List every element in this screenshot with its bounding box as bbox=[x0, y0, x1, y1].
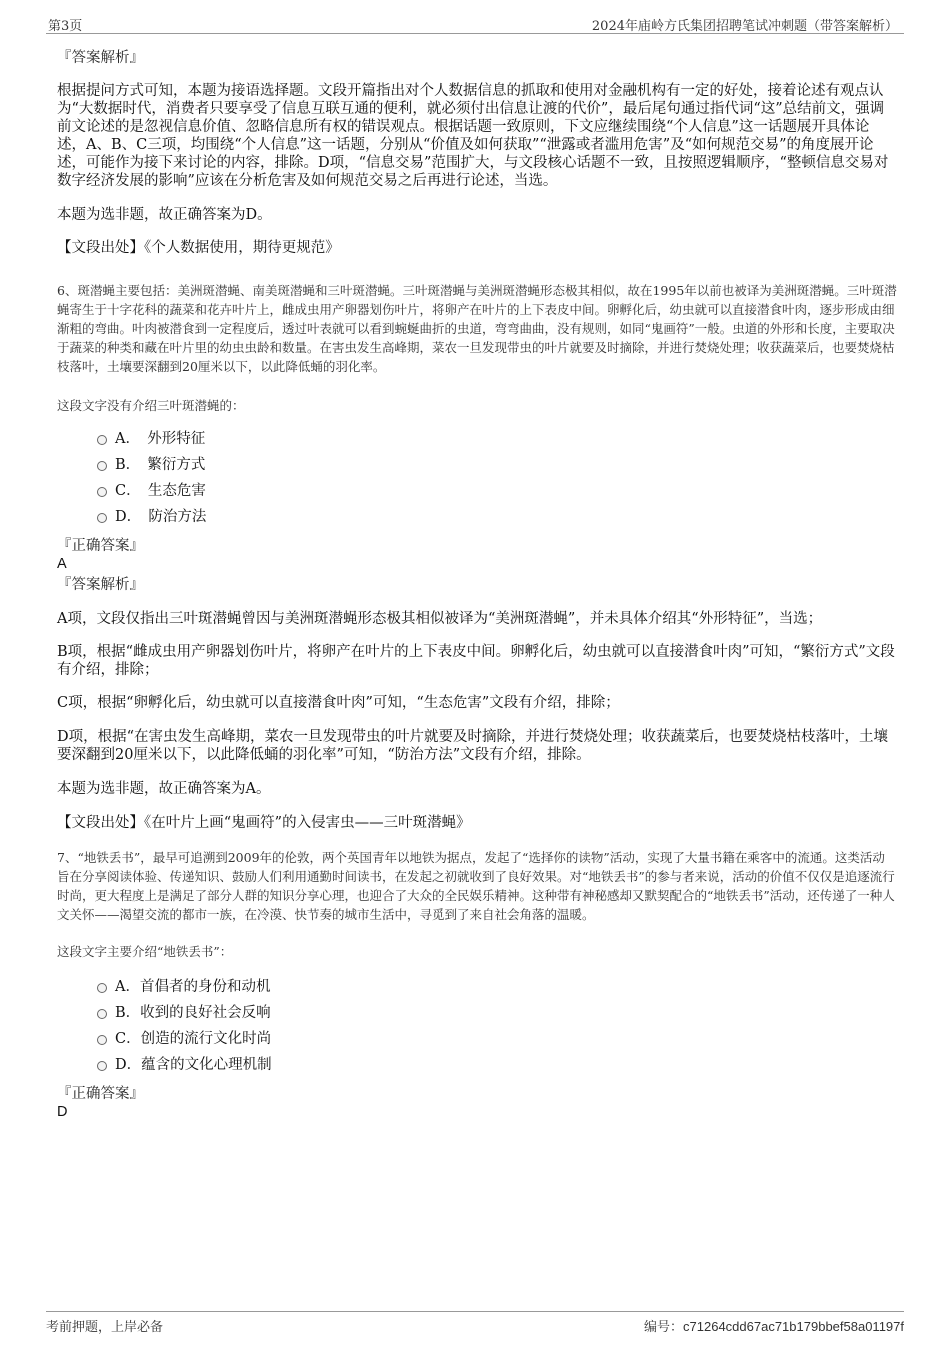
q7-passage: 7、“地铁丢书”，最早可追溯到2009年的伦敦，两个英国青年以地铁为据点，发起了“选择你的读物”活动，实现了大量书籍在乘客中的流通。这类活动旨在分享阅读体验、传递知识、鼓励人们利用通勤时间读书，在发起之初就收到了良好效果。对“地铁丢书”的参与者来说，活动的价值不仅仅是追逐流行时尚，更大程度上是满足了部分人群的知识分享心理，也迎合了大众的全民娱乐精神。这种带有神秘感却又默契配合的“地铁丢书”活动，还传递了一种人文关怀——渴望交流的都市一族，在冷漠、快节奏的城市生活中，寻觅到了来自社会角落的温暖。 bbox=[57, 850, 895, 922]
q6-option-b[interactable] bbox=[97, 456, 205, 474]
q7-option-c[interactable] bbox=[97, 1030, 271, 1048]
q7-correct-tag: 『正确答案』 bbox=[57, 1086, 144, 1102]
q5-source: 【文段出处】《个人数据使用，期待更规范》 bbox=[57, 240, 340, 256]
code-label: 编号： bbox=[644, 1320, 684, 1335]
q6-source: 【文段出处】《在叶片上画“鬼画符”的入侵害虫——三叶斑潜蝇》 bbox=[57, 815, 471, 831]
q6-option-c[interactable] bbox=[97, 482, 206, 500]
option-label: B． 繁衍方式 bbox=[115, 457, 206, 473]
option-label: D． 防治方法 bbox=[115, 509, 207, 525]
radio-icon[interactable] bbox=[97, 1061, 107, 1071]
option-label: D．蕴含的文化心理机制 bbox=[115, 1057, 272, 1073]
radio-icon[interactable] bbox=[97, 1009, 107, 1019]
option-label: A． 外形特征 bbox=[115, 431, 206, 447]
page-header bbox=[46, 13, 904, 34]
q7-option-d[interactable] bbox=[97, 1056, 272, 1074]
option-label: C．创造的流行文化时尚 bbox=[115, 1031, 272, 1047]
q6-analysis-b: B项，根据“雌成虫用产卵器划伤叶片，将卵产在叶片的上下表皮中间。卵孵化后，幼虫就可以直接潜食叶肉”可知，“繁衍方式”文段有介绍，排除； bbox=[57, 644, 895, 678]
code-value: c71264cdd67ac71b179bbef58a01197f bbox=[683, 1319, 904, 1334]
radio-icon[interactable] bbox=[97, 1035, 107, 1045]
footer-slogan: 考前押题，上岸必备 bbox=[46, 1320, 164, 1335]
q5-conclusion: 本题为选非题，故正确答案为D。 bbox=[57, 207, 272, 223]
q6-passage: 6、斑潜蝇主要包括：美洲斑潜蝇、南美斑潜蝇和三叶斑潜蝇。三叶斑潜蝇与美洲斑潜蝇形态极其相似，故在1995年以前也被译为美洲斑潜蝇。三叶斑潜蝇寄生于十字花科的蔬菜和花卉叶片上，雌成虫用产卵器划伤叶片，将卵产在叶片的上下表皮中间。卵孵化后，幼虫就可以直接潜食叶肉，逐步形成由细渐粗的弯曲。叶肉被潜食到一定程度后，透过叶表就可以看到蜿蜒曲折的虫道，弯弯曲曲，没有规则，如同“鬼画符”一般。虫道的外形和长度，主要取决于蔬菜的种类和藏在叶片里的幼虫虫龄和数量。在害虫发生高峰期，菜农一旦发现带虫的叶片就要及时摘除，并进行焚烧处理；收获蔬菜后，也要焚烧枯枝落叶，土壤要深翻到20厘米以下，以此降低蛹的羽化率。 bbox=[57, 283, 897, 374]
q6-analysis-a: A项，文段仅指出三叶斑潜蝇曾因与美洲斑潜蝇形态极其相似被译为“美洲斑潜蝇”，并未具体介绍其“外形特征”，当选； bbox=[57, 611, 823, 627]
radio-icon[interactable] bbox=[97, 487, 107, 497]
option-label: B．收到的良好社会反响 bbox=[115, 1005, 271, 1021]
document-title: 2024年庙岭方氏集团招聘笔试冲刺题（带答案解析） bbox=[591, 19, 898, 34]
q6-correct-tag: 『正确答案』 bbox=[57, 538, 144, 554]
q5-analysis: 根据提问方式可知，本题为接语选择题。文段开篇指出对个人数据信息的抓取和使用对金融机构有一定的好处，接着论述有观点认为“大数据时代，消费者只要享受了信息互联互通的便利，就必须付出信息让渡的代价”，最后尾句通过指代词“这”总结前文，强调前文论述的是忽视信息价值、忽略信息所有权的错误观点。根据话题一致原则，下文应继续围绕“个人信息”这一话题展开具体论述，A、B、C三项，均围绕“个人信息”这一话题，分别从“价值及如何获取”“泄露或者滥用危害”及“如何规范交易”的角度展开论述，可能作为接下来讨论的内容，排除。D项，“信息交易”范围扩大，与文段核心话题不一致，且按照逻辑顺序，“整顿信息交易对数字经济发展的影响”应该在分析危害及如何规范交易之后再进行论述，当选。 bbox=[57, 83, 889, 189]
q6-analysis-d: D项，根据“在害虫发生高峰期，菜农一旦发现带虫的叶片就要及时摘除，并进行焚烧处理；收获蔬菜后，也要焚烧枯枝落叶，土壤要深翻到20厘米以下，以此降低蛹的羽化率”可知，“防治方法”文段有介绍，排除。 bbox=[57, 729, 889, 763]
document-code bbox=[644, 1316, 904, 1335]
q6-option-d[interactable] bbox=[97, 508, 206, 526]
radio-icon[interactable] bbox=[97, 513, 107, 523]
option-label: A．首倡者的身份和动机 bbox=[115, 979, 271, 995]
q6-analysis-c: C项，根据“卵孵化后，幼虫就可以直接潜食叶肉”可知，“生态危害”文段有介绍，排除； bbox=[57, 695, 620, 711]
q7-option-a[interactable] bbox=[97, 978, 270, 996]
q6-question: 这段文字没有介绍三叶斑潜蝇的： bbox=[57, 398, 245, 413]
page-footer bbox=[46, 1311, 904, 1334]
q7-option-b[interactable] bbox=[97, 1004, 271, 1022]
radio-icon[interactable] bbox=[97, 983, 107, 993]
option-label: C． 生态危害 bbox=[115, 483, 206, 499]
q6-analysis-tag: 『答案解析』 bbox=[57, 577, 144, 593]
radio-icon[interactable] bbox=[97, 435, 107, 445]
q7-question: 这段文字主要介绍“地铁丢书”： bbox=[57, 944, 233, 959]
q5-analysis-tag: 『答案解析』 bbox=[57, 50, 144, 66]
q6-option-a[interactable] bbox=[97, 430, 205, 448]
q7-correct-answer: D bbox=[57, 1104, 68, 1120]
q6-correct-answer: A bbox=[57, 556, 67, 572]
radio-icon[interactable] bbox=[97, 461, 107, 471]
q6-conclusion: 本题为选非题，故正确答案为A。 bbox=[57, 781, 271, 797]
page-number: 第3页 bbox=[48, 19, 83, 34]
